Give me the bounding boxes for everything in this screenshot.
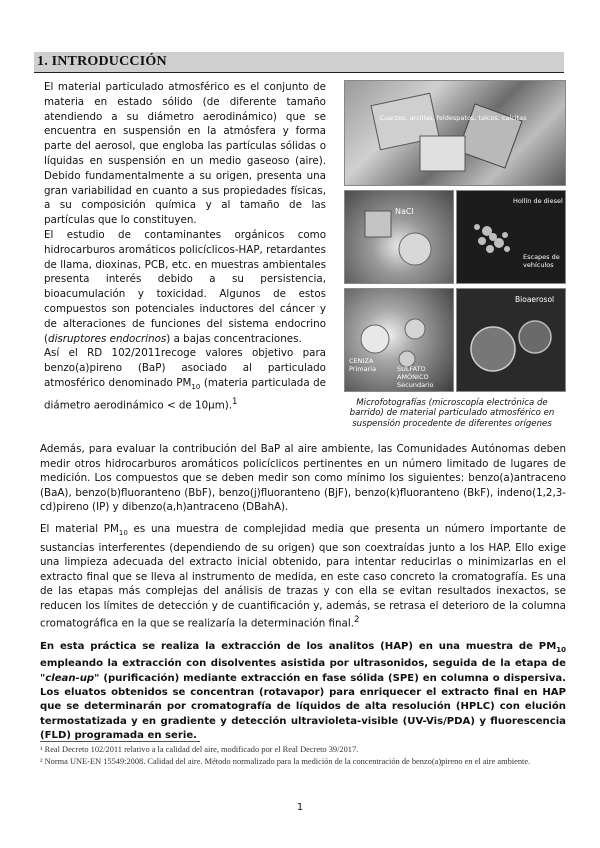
micrograph-label-bioaerosol: Bioaerosol	[515, 295, 555, 304]
micrograph-bioaerosol	[456, 288, 566, 392]
micrograph-label-sulfate: SULFATO AMÓNICO Secundario	[397, 365, 434, 389]
micrograph-ash-sulfate	[344, 288, 454, 392]
micrograph-nacl	[344, 190, 454, 284]
figure-caption: Microfotografías (microscopía electrónica de barrido) de material particulado atmosférico en suspensión procedente de diferentes orígenes	[349, 398, 555, 429]
footnote-divider	[40, 741, 200, 742]
footnote-1: ¹ Real Decreto 102/2011 relativo a la calidad del aire, modificado por el Real Decreto 39/2017.	[40, 745, 359, 754]
page-number: 1	[296, 802, 304, 813]
micrograph-label-vehicles: Escapes de vehículos	[523, 253, 560, 269]
footnote-2: ² Norma UNE-EN 15549:2008. Calidad del aire. Método normalizado para la medición de la concentración de benzo(a)pireno en el aire ambiente.	[40, 757, 531, 766]
micrograph-diesel-soot	[456, 190, 566, 284]
intro-paragraph-1: El material particulado atmosférico es el conjunto de materia en estado sólido (de diferente tamaño atendiendo a su diámetro aerodinámico) que se encuentra en suspensión en la atmósfera y forma parte del aerosol, que engloba las partículas sólidas o líquidas en suspensión en un medio gaseoso (aire). Debido fundamentalmente a su origen, presenta una gran variabilidad en cuanto a sus propiedades físicas, a su composición química y al tamaño de las partículas que lo constituyen.	[44, 81, 326, 227]
section-title: 1. INTRODUCCIÓN	[37, 54, 167, 69]
intro-paragraph-3: Así el RD 102/2011recoge valores objetivo para benzo(a)pireno (BaP) asociado al particulado atmosférico denominado $PM_{10}$ (materia particulada de diámetro aerodinámico < de 10μm).$^1$	[44, 347, 326, 412]
section-heading-bar	[34, 52, 564, 73]
paragraph-practice-summary: En esta práctica se realiza la extracción de los analitos (HAP) en una muestra de $PM_{10}$ empleando la extracción con disolventes asistida por ultrasonidos, seguida de la etapa de "clean-up" (purificación) mediante extracción en fase sólida (SPE) en columna o dispersiva. Los eluatos obtenidos se concentran (rotavapor) para enriquecer el extracto final en HAP que se determinarán por cromatografía de líquidos de alta resolución (HPLC) con elución termostatizada y en gradiente y detección ultravioleta-visible (UV-Vis/PDA) y fluorescencia (FLD) programada en serie.	[40, 641, 566, 741]
micrograph-collage	[344, 80, 564, 390]
paragraph-hap-list: Además, para evaluar la contribución del BaP al aire ambiente, las Comunidades Autónomas deben medir otros hidrocarburos aromáticos policíclicos pertinentes en un número limitado de lugares de medición. Los compuestos que se deben medir son como mínimo los siguientes: benzo(a)antraceno (BaA), benzo(b)fluoranteno (BbF), benzo(j)fluoranteno (BjF), benzo(k)fluoranteno (BkF), indeno(1,2,3-cd)pireno (IP) y dibenzo(a,h)antraceno (DBahA).	[40, 443, 566, 513]
micrograph-label-diesel: Hollín de diesel	[513, 197, 563, 205]
micrograph-minerals	[344, 80, 566, 186]
micrograph-label-nacl: NaCl	[395, 207, 414, 216]
micrograph-label-minerals: Cuarzos, arcillas, feldespatos, talcos, calcitas	[379, 114, 527, 122]
intro-paragraph-2: El estudio de contaminantes orgánicos como hidrocarburos aromáticos policíclicos-HAP, retardantes de llama, dioxinas, PCB, etc. en muestras ambientales presenta interés debido a su persistencia, bioacumulación y toxicidad. Algunos de estos compuestos son potenciales inductores del cáncer y de alteraciones de funciones del sistema endocrino (disruptores endocrinos) a bajas concentraciones.	[44, 228, 326, 345]
paragraph-pm10-cleanup: El material $PM_{10}$ es una muestra de complejidad media que presenta un número importante de sustancias interferentes (dependiendo de su origen) que son coextraídas junto a los HAP. Ello exige una limpieza adecuada del extracto inicial obtenido, para intentar reducirlas o minimizarlas en el extracto final que se lleva al instrumento de medida, en este caso concreto la cromatografía. Es una de las etapas más complejas del análisis de trazas y con ella se evitan resultados inexactos, se reducen los límites de detección y de cuantificación y, además, se retrasa el deterioro de la columna cromatográfica en la que se realizaría la determinación final.$^2$	[40, 523, 566, 630]
intro-text-column	[44, 80, 326, 413]
micrograph-label-ash: CENIZA Primaria	[349, 357, 377, 373]
